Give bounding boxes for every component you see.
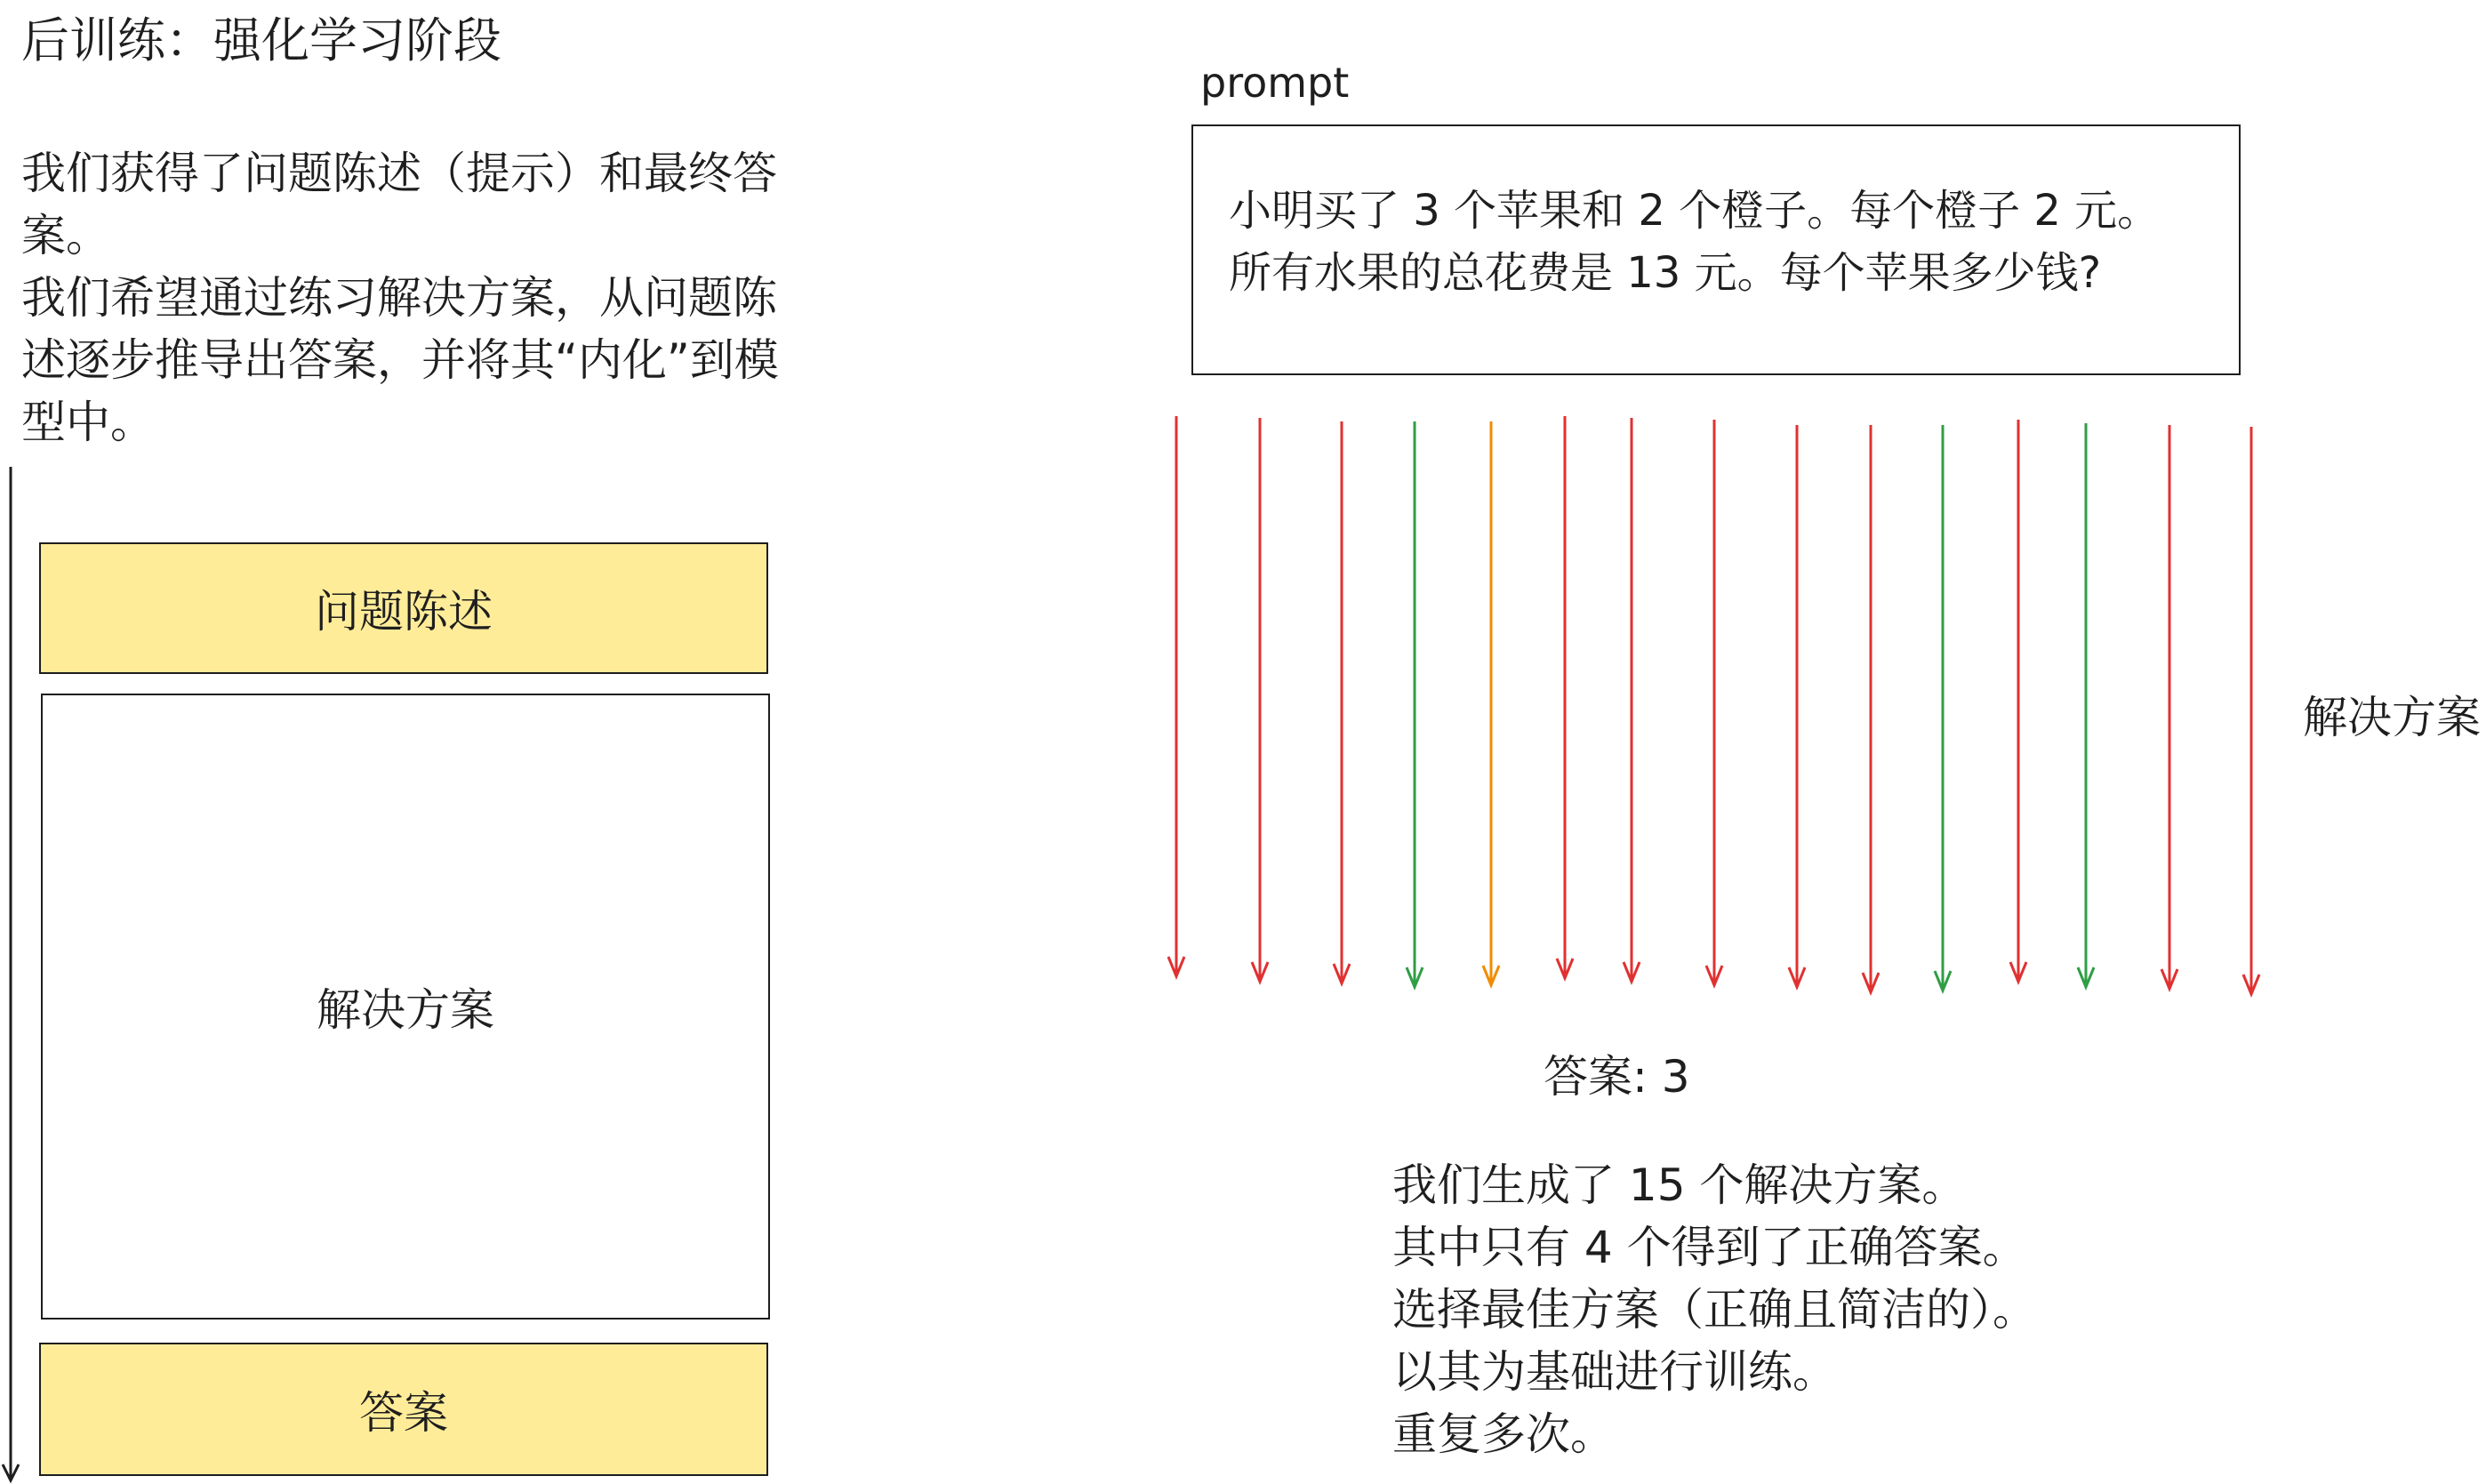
note-line: 重复多次。: [1392, 1408, 1615, 1460]
intro-line: 我们希望通过练习解决方案，从问题陈述逐步推导出答案，并将其“内化”到模型中。: [21, 272, 779, 448]
rollout-arrow-wrong: [1168, 416, 1184, 976]
rollout-arrow-correct: [1407, 421, 1423, 987]
rollout-arrow-wrong: [2243, 427, 2259, 994]
rollout-arrow-best: [1483, 421, 1499, 985]
rollout-arrow-wrong: [1557, 416, 1573, 978]
answer-label: 答案: 3: [1544, 1051, 1690, 1103]
rollout-arrow-wrong: [1706, 420, 1722, 985]
intro-line: 我们获得了问题陈述（提示）和最终答案。: [21, 148, 777, 261]
rollout-arrow-wrong: [1252, 418, 1268, 982]
prompt-line: 所有水果的总花费是 13 元。每个苹果多少钱?: [1229, 248, 2102, 298]
diagram-title: 后训练：强化学习阶段: [21, 12, 501, 68]
rollout-arrow-wrong: [2161, 425, 2177, 989]
problem-statement-box: [39, 542, 768, 674]
rollout-arrow-wrong: [1789, 425, 1805, 987]
prompt-box: [1191, 124, 2241, 375]
note-line: 选择最佳方案（正确且简洁的）。: [1392, 1284, 2037, 1336]
note-line: 其中只有 4 个得到了正确答案。: [1392, 1222, 2027, 1273]
rollout-arrow-wrong: [1624, 418, 1640, 982]
rollout-arrow-wrong: [2010, 420, 2026, 982]
intro-text: [21, 142, 804, 453]
answer-box: [39, 1343, 768, 1476]
rollout-arrow-wrong: [1863, 425, 1879, 992]
solutions-label: 解决方案: [2303, 692, 2481, 743]
solution-box: [41, 694, 770, 1320]
solution-label: 解决方案: [317, 984, 494, 1036]
flow-down-arrow: [0, 467, 21, 1484]
prompt-label: prompt: [1200, 59, 1350, 107]
answer-box-label: 答案: [359, 1387, 448, 1439]
prompt-line: 小明买了 3 个苹果和 2 个橙子。每个橙子 2 元。: [1229, 186, 2161, 236]
note-line: 以其为基础进行训练。: [1392, 1346, 1837, 1398]
note-line: 我们生成了 15 个解决方案。: [1392, 1159, 1967, 1211]
problem-statement-label: 问题陈述: [315, 586, 493, 638]
rollout-arrow-correct: [2078, 423, 2094, 987]
rollout-arrow-wrong: [1334, 421, 1350, 983]
rollout-arrow-correct: [1935, 425, 1951, 991]
notes-text: [1392, 1154, 2037, 1465]
